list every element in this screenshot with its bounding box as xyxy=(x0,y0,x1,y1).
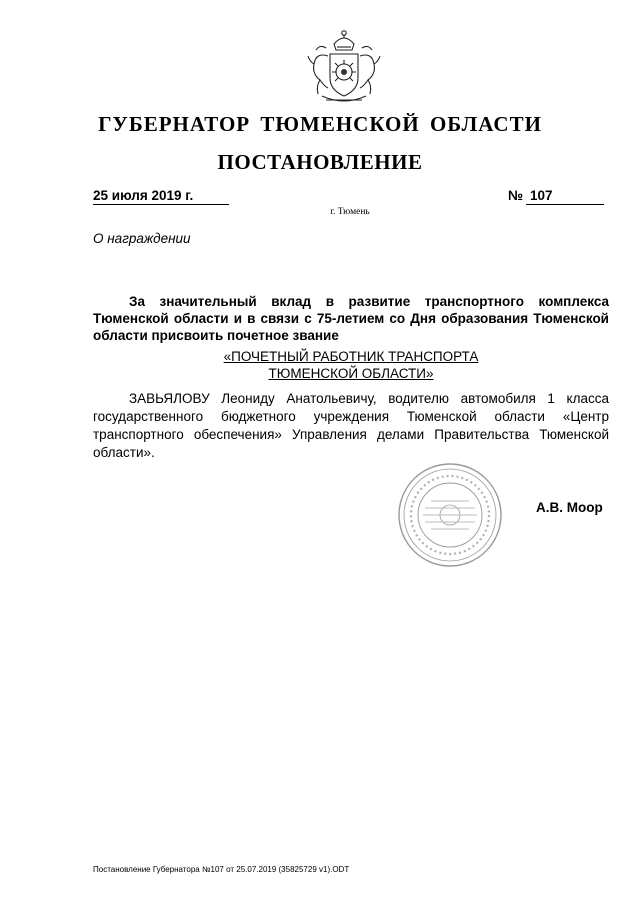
document-city: г. Тюмень xyxy=(330,207,370,217)
signer-name: А.В. Моор xyxy=(536,500,603,515)
honorary-title xyxy=(93,348,609,382)
organization-title: ГУБЕРНАТОР ТЮМЕНСКОЙ ОБЛАСТИ xyxy=(98,112,542,136)
honorary-title-line-2: ТЮМЕНСКОЙ ОБЛАСТИ» xyxy=(268,366,434,381)
honorary-title-line-1: «ПОЧЕТНЫЙ РАБОТНИК ТРАНСПОРТА xyxy=(223,349,479,364)
awardee-paragraph: ЗАВЬЯЛОВУ Леониду Анатольевичу, водителю автомобиля 1 класса государственного бюджетного учреждения Тюменской области «Центр транспортного обеспечения» Управления делами Правительства Тюменской области». xyxy=(93,391,609,460)
document-date: 25 июля 2019 г. xyxy=(93,188,229,205)
number-sign: № xyxy=(508,188,524,203)
official-seal-icon xyxy=(397,462,503,568)
document-subject: О награждении xyxy=(93,231,191,246)
intro-paragraph: За значительный вклад в развитие транспортного комплекса Тюменской области и в связи с 75-летием со Дня образования Тюменской области присвоить почетное звание xyxy=(93,294,609,343)
coat-of-arms-icon xyxy=(302,26,386,108)
footer-text: Постановление Губернатора №107 от 25.07.2019 (35825729 v1).ODT xyxy=(93,865,350,874)
document-type-title: ПОСТАНОВЛЕНИЕ xyxy=(217,150,423,174)
document-number: 107 xyxy=(526,188,604,205)
